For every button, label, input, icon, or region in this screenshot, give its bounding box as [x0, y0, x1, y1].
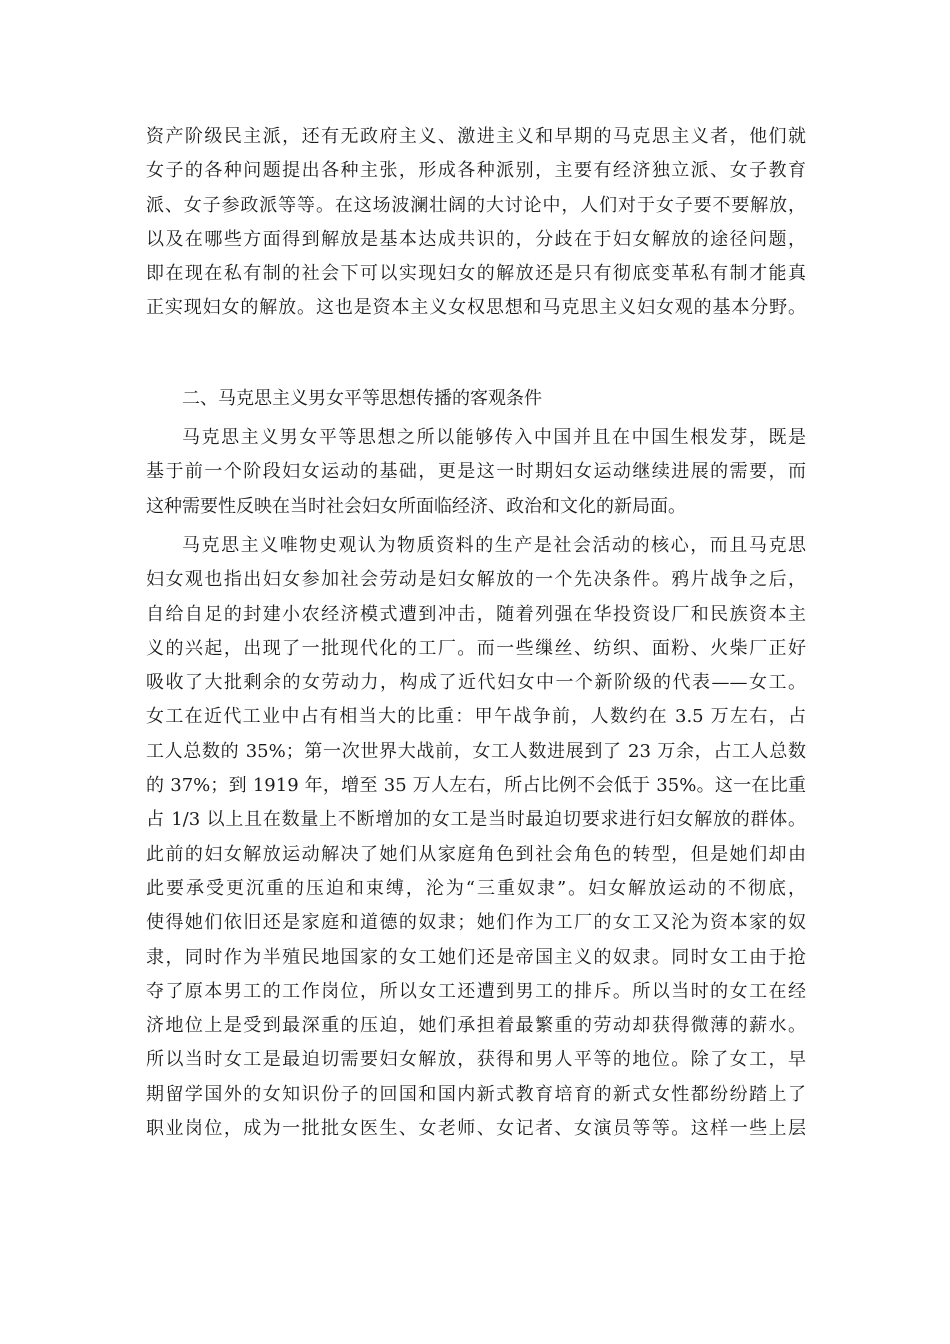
paragraph-line: 女工在近代工业中占有相当大的比重：甲午战争前，人数约在 3.5 万左右，占	[146, 706, 806, 728]
section-heading: 二、马克思主义男女平等思想传播的客观条件	[182, 388, 542, 409]
paragraph-line: 资产阶级民主派，还有无政府主义、激进主义和早期的马克思主义者，他们就	[146, 126, 806, 147]
paragraph-line: 职业岗位，成为一批批女医生、女老师、女记者、女演员等等。这样一些上层	[146, 1118, 806, 1140]
paragraph-line: 此要承受更沉重的压迫和束缚，沦为“三重奴隶”。妇女解放运动的不彻底，	[146, 877, 806, 899]
paragraph-line: 占 1/3 以上且在数量上不断增加的女工是当时最迫切要求进行妇女解放的群体。	[146, 809, 806, 831]
paragraph-line: 期留学国外的女知识份子的回国和国内新式教育培育的新式女性都纷纷踏上了	[146, 1083, 806, 1105]
paragraph-line: 基于前一个阶段妇女运动的基础，更是这一时期妇女运动继续进展的需要，而	[146, 461, 806, 483]
paragraph-line: 此前的妇女解放运动解决了她们从家庭角色到社会角色的转型，但是她们却由	[146, 843, 806, 865]
paragraph-line: 夺了原本男工的工作岗位，所以女工还遭到男工的排斥。所以当时的女工在经	[146, 980, 806, 1002]
paragraph-1	[146, 120, 806, 326]
paragraph-line: 正实现妇女的解放。这也是资本主义女权思想和马克思主义妇女观的基本分野。	[146, 297, 806, 319]
paragraph-line: 妇女观也指出妇女参加社会劳动是妇女解放的一个先决条件。鸦片战争之后，	[146, 569, 806, 591]
paragraph-line: 所以当时女工是最迫切需要妇女解放，获得和男人平等的地位。除了女工，早	[146, 1049, 806, 1071]
paragraph-2	[146, 421, 806, 524]
paragraph-line: 吸收了大批剩余的女劳动力，构成了近代妇女中一个新阶级的代表——女工。	[146, 672, 806, 694]
paragraph-line: 工人总数的 35%；第一次世界大战前，女工人数进展到了 23 万余，占工人总数	[146, 740, 806, 762]
paragraph-line: 义的兴起，出现了一批现代化的工厂。而一些缫丝、纺织、面粉、火柴厂正好	[146, 637, 806, 659]
paragraph-line: 使得她们依旧还是家庭和道德的奴隶；她们作为工厂的女工又沦为资本家的奴	[146, 912, 806, 934]
paragraph-line: 自给自足的封建小农经济模式遭到冲击，随着列强在华投资设厂和民族资本主	[146, 603, 806, 625]
paragraph-line: 济地位上是受到最深重的压迫，她们承担着最繁重的劳动却获得微薄的薪水。	[146, 1015, 806, 1037]
paragraph-line: 以及在哪些方面得到解放是基本达成共识的，分歧在于妇女解放的途径问题，	[146, 228, 806, 250]
paragraph-3	[146, 529, 806, 1146]
paragraph-line: 女子的各种问题提出各种主张，形成各种派别，主要有经济独立派、女子教育	[146, 160, 806, 182]
paragraph-line: 即在现在私有制的社会下可以实现妇女的解放还是只有彻底变革私有制才能真	[146, 263, 806, 285]
paragraph-line: 这种需要性反映在当时社会妇女所面临经济、政治和文化的新局面。	[146, 495, 686, 517]
paragraph-line: 马克思主义唯物史观认为物质资料的生产是社会活动的核心，而且马克思	[182, 535, 806, 556]
paragraph-line: 隶，同时作为半殖民地国家的女工她们还是帝国主义的奴隶。同时女工由于抢	[146, 946, 806, 968]
paragraph-line: 派、女子参政派等等。在这场波澜壮阔的大讨论中，人们对于女子要不要解放，	[146, 194, 806, 216]
paragraph-line: 马克思主义男女平等思想之所以能够传入中国并且在中国生根发芽，既是	[182, 427, 806, 448]
paragraph-line: 的 37%；到 1919 年，增至 35 万人左右，所占比例不会低于 35%。这一在比重	[146, 775, 806, 797]
